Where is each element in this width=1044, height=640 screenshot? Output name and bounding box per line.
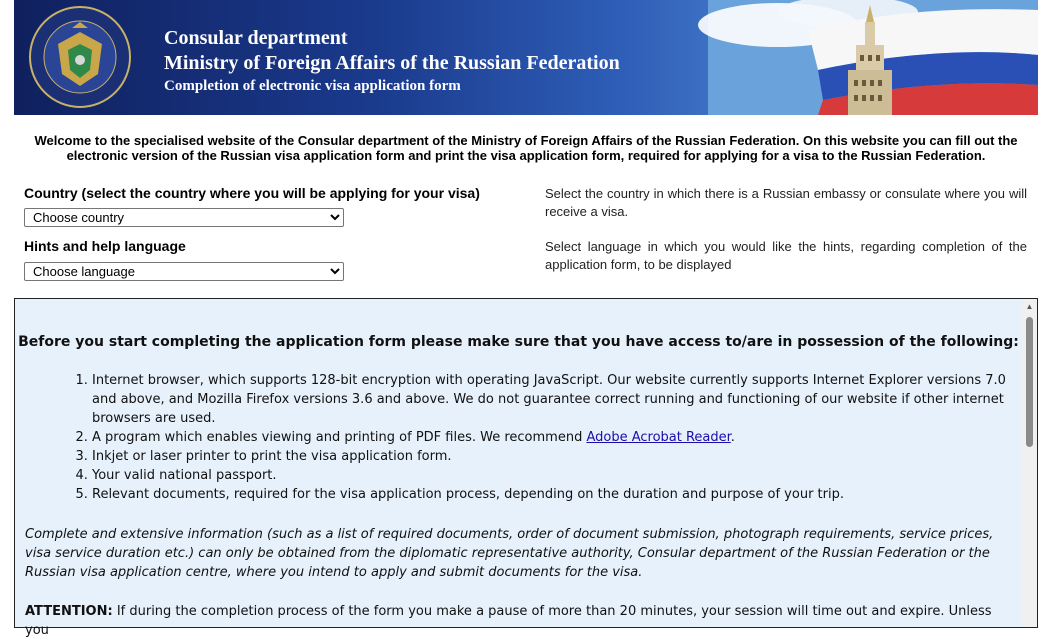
header-banner <box>14 0 1038 115</box>
header-titles <box>164 26 620 96</box>
info-panel[interactable] <box>14 298 1038 638</box>
country-hint: Select the country in which there is a Russian embassy or consulate where you will receive a visa. <box>545 186 1027 219</box>
requirements-list <box>35 371 1010 504</box>
country-label: Country (select the country where you will be applying for your visa) <box>24 185 480 201</box>
language-hint: Select language in which you would like the hints, regarding completion of the application form, to be displayed <box>545 239 1027 272</box>
header-title-ministry: Ministry of Foreign Affairs of the Russian Federation <box>164 52 620 74</box>
scroll-thumb[interactable] <box>1026 317 1033 447</box>
info-panel-heading: Before you start completing the application form please make sure that you have access to/are in possession of the following: <box>18 334 1019 350</box>
language-label: Hints and help language <box>24 238 186 254</box>
info-note: Complete and extensive information (such as a list of required documents, order of document submission, photograph requirements, service prices, visa service duration etc.) can only be obtained from the diplomatic representative authority, Consular department of the Russian Federation or the Russian visa application centre, where you intend to apply and submit documents for the visa. <box>25 527 994 580</box>
list-item-suffix: . <box>730 430 735 445</box>
panel-scrollbar[interactable] <box>1022 299 1037 627</box>
list-item: 3. Inkjet or laser printer to print the visa application form. <box>92 447 1010 466</box>
list-item <box>92 428 1010 447</box>
attention-label: ATTENTION: <box>25 604 113 619</box>
attention-body: If during the completion process of the form you make a pause of more than 20 minutes, your session will time out and expire. Unless you <box>25 604 992 638</box>
ministry-emblem-logo <box>28 4 132 110</box>
header-subtitle: Completion of electronic visa application form <box>164 78 461 94</box>
list-item: 1. Internet browser, which supports 128-bit encryption with operating JavaScript. Our website currently supports Internet Explorer versions 7.0 and above, and Mozilla Firefox versions 3.6 and above. We do not guarantee correct running and functioning of our website if other internet browsers are used. <box>92 371 1010 428</box>
country-select[interactable] <box>24 208 344 227</box>
adobe-acrobat-link[interactable]: Adobe Acrobat Reader <box>586 430 731 445</box>
attention-text <box>25 602 1013 640</box>
welcome-text: Welcome to the specialised website of the Consular department of the Ministry of Foreign Affairs of the Russian Federation. On this website you can fill out the electronic version of the Russian visa application form and print the visa application form, required for applying for a visa to the Russian Federation. <box>34 133 1018 163</box>
info-panel-content <box>15 299 1022 638</box>
scroll-up-arrow-icon[interactable]: ▲ <box>1025 302 1034 311</box>
list-item: 4. Your valid national passport. <box>92 466 1010 485</box>
language-select[interactable] <box>24 262 344 281</box>
header-title-department: Consular department <box>164 27 348 49</box>
list-item: 5. Relevant documents, required for the visa application process, depending on the duration and purpose of your trip. <box>92 485 1010 504</box>
flag-and-building-image <box>708 0 1038 115</box>
list-item-text: A program which enables viewing and printing of PDF files. We recommend <box>92 430 587 445</box>
